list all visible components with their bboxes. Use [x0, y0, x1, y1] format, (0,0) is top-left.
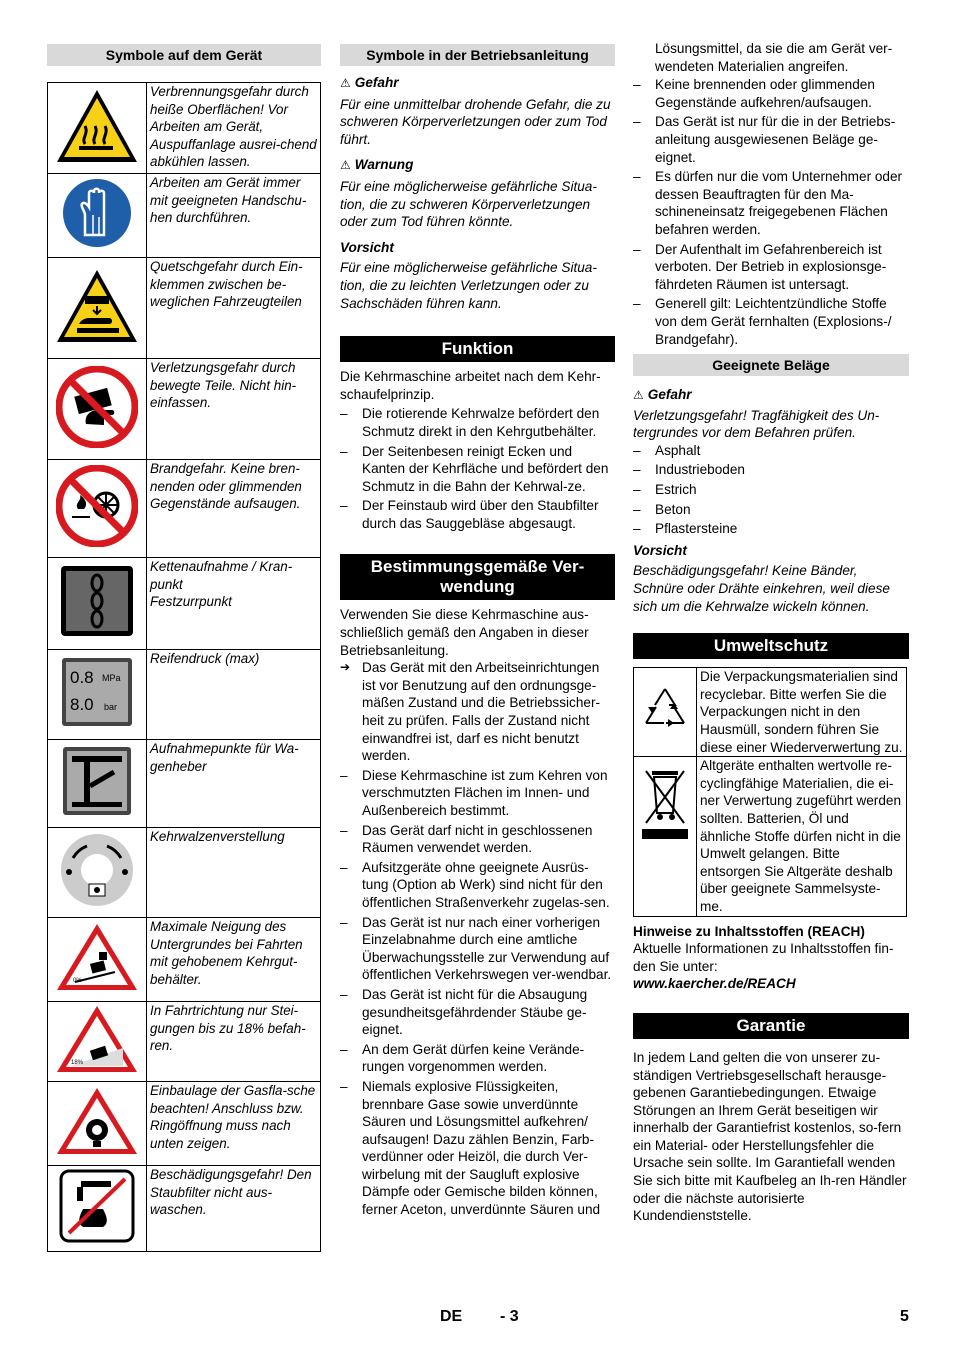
- intended-use-intro: Verwenden Sie diese Kehrmaschine aus-schließlich gemäß den Angaben in dieser Betriebsanleitung.: [340, 607, 589, 658]
- list-item: – Estrich: [633, 481, 909, 499]
- list-item: – Diese Kehrmaschine ist zum Kehren von verschmutzten Flächen im Innen- und Außenbereich bestimmt.: [340, 767, 615, 820]
- symbol-description: Kettenaufnahme / Kran-punkt Festzurrpunkt: [147, 558, 321, 650]
- table-row: [48, 740, 321, 828]
- pressure-bar-value: 8.0: [70, 695, 94, 715]
- symbol-description: Beschädigungsgefahr! Den Staubfilter nicht aus-waschen.: [147, 1166, 321, 1252]
- surfaces-list: [633, 442, 909, 538]
- list-item: – Generell gilt: Leichtentzündliche Stoffe von dem Gerät fernhalten (Explosions-/ Brandgefahr).: [633, 295, 909, 348]
- symbol-description: Quetschgefahr durch Ein-klemmen zwischen be-weglichen Fahrzeugteilen: [147, 258, 321, 359]
- intended-use-list-continued: [633, 76, 909, 348]
- list-item: – Pflastersteine: [633, 520, 909, 538]
- caution-heading: Vorsicht: [340, 239, 394, 255]
- table-row: [48, 828, 321, 918]
- symbol-description: Verletzungsgefahr durch bewegte Teile. Nicht hin-einfassen.: [147, 359, 321, 460]
- list-item: – Asphalt: [633, 442, 909, 460]
- incline-label: 0%: [73, 978, 82, 985]
- no-burning-objects-icon: [56, 465, 138, 547]
- max-incline-raised-hopper-icon: [55, 920, 139, 994]
- table-row: [48, 558, 321, 650]
- footer-page-number: 5: [900, 1308, 909, 1325]
- danger-heading: ⚠ Gefahr: [340, 75, 399, 90]
- footer-language: DE: [440, 1308, 463, 1325]
- table-row: [634, 668, 907, 757]
- danger-description: Für eine unmittelbar drohende Gefahr, die zu schweren Körperverletzungen oder zum Tod führt.: [340, 96, 611, 147]
- pressure-mpa-value: 0.8: [70, 668, 94, 688]
- footer-section-page: - 3: [500, 1308, 519, 1325]
- danger-heading: ⚠ Gefahr: [633, 387, 692, 403]
- section-subheading: Symbole in der Betriebsanleitung: [340, 44, 615, 66]
- symbol-description: Kehrwalzenverstellung: [147, 828, 321, 918]
- table-row: [48, 1166, 321, 1252]
- list-item: – Niemals explosive Flüssigkeiten, brennbare Gase sowie unverdünnte Säuren und Lösungsmittel aufkehren/ aufsaugen! Dazu zählen Benzin, Farb-verdünner oder Heizöl, die durch Ver-wirbelung mit der Saugluft explosive Dämpfe oder Gemische bilden können, ferner Aceton, unverdünnte Säuren und: [340, 1078, 615, 1219]
- environment-description: Altgeräte enthalten wertvolle re-cyclingfähige Materialien, die ei-ner Verwertung zugeführt werden sollten. Batterien, Öl und ähnliche Stoffe dürfen nicht in die Umwelt gelangen. Bitte entsorgen Sie Altgeräte deshalb über geeignete Sammelsyste-me.: [697, 757, 907, 916]
- incline-label: 18%: [71, 1060, 84, 1067]
- symbol-description: Brandgefahr. Keine bren-nenden oder glimmenden Gegenstände aufsaugen.: [147, 460, 321, 558]
- environment-description: Die Verpackungsmaterialien sind recyclebar. Bitte werfen Sie die Verpackungen nicht in den Hausmüll, sondern führen Sie diese einer Wiederverwertung zu.: [697, 668, 907, 757]
- chain-tie-down-icon: [60, 565, 134, 637]
- operating-manual-column: [340, 44, 615, 1219]
- reach-text: Aktuelle Informationen zu Inhaltsstoffen fin-den Sie unter:: [633, 941, 894, 974]
- table-row: [48, 460, 321, 558]
- funktion-heading: Funktion: [340, 336, 615, 362]
- continued-text: Lösungsmittel, da sie die am Gerät ver-wendeten Materialien angreifen.: [655, 41, 893, 74]
- warranty-text: In jedem Land gelten die von unserer zu-ständigen Vertriebsgesellschaft herausge-gebenen Garantiebedingungen. Etwaige Störungen an Ihrem Gerät beseitigen wir innerhalb der Garantiefrist kostenlos, so-fern ein Material- oder Herstellungsfehler die Ursache sein sollte. Im Garantiefall wenden Sie sich bitte mit Kaufbeleg an Ih-ren Händler oder die nächste autorisierte Kundendienststelle.: [633, 1049, 907, 1224]
- symbol-description: Einbaulage der Gasfla-sche beachten! Anschluss bzw. Ringöffnung muss nach unten zeigen.: [147, 1082, 321, 1166]
- danger-description: Verletzungsgefahr! Tragfähigkeit des Un-tergrundes vor dem Befahren prüfen.: [633, 407, 880, 441]
- environment-table: [633, 667, 907, 916]
- symbol-description: Reifendruck (max): [147, 650, 321, 740]
- reach-link[interactable]: www.kaercher.de/REACH: [633, 976, 796, 992]
- symbol-description: Aufnahmepunkte für Wa-genheber: [147, 740, 321, 828]
- no-washing-filter-icon: [59, 1169, 135, 1243]
- symbol-description: In Fahrtrichtung nur Stei-gungen bis zu 18% befah-ren.: [147, 1002, 321, 1082]
- table-row: [48, 174, 321, 258]
- table-row: [48, 1002, 321, 1082]
- symbol-description: Maximale Neigung des Untergrundes bei Fahrten mit gehobenem Kehrgut-behälter.: [147, 918, 321, 1002]
- list-item: – Es dürfen nur die vom Unternehmer oder dessen Beauftragten für den Ma-schineneinsatz freigegebenen Flächen befahren werden.: [633, 168, 909, 238]
- funktion-intro: Die Kehrmaschine arbeitet nach dem Kehr-schaufelprinzip.: [340, 369, 601, 402]
- table-row: [48, 918, 321, 1002]
- warning-description: Für eine möglicherweise gefährliche Situa-tion, die zu schweren Körperverletzungen oder zum Tod führen könnte.: [340, 178, 597, 230]
- no-reaching-in-icon: [56, 366, 138, 448]
- recycling-icon: [638, 683, 692, 737]
- list-item: – Das Gerät ist nicht für die Absaugung gesundheitsgefährdender Stäube ge-eignet.: [340, 986, 615, 1039]
- right-column: [633, 40, 909, 1225]
- tire-pressure-icon: [62, 658, 132, 726]
- list-item: – Aufsitzgeräte ohne geeignete Ausrüs-tung (Option ab Werk) sind nicht für den öffentlichen Straßenverkehr zugelas-sen.: [340, 859, 615, 912]
- funktion-list: [340, 405, 615, 532]
- warranty-heading: Garantie: [633, 1013, 909, 1039]
- list-item: – Der Aufenthalt im Gefahrenbereich ist verboten. Der Betrieb in explosionsge-fährdeten Räumen ist untersagt.: [633, 241, 909, 294]
- list-item: – Beton: [633, 501, 909, 519]
- table-row: [48, 359, 321, 460]
- list-item: – Das Gerät ist nur nach einer vorherigen Einzelabnahme durch eine amtliche Überwachungsstelle zur Verwendung auf öffentlichen Verkehrswegen ver-wendbar.: [340, 914, 615, 984]
- wear-gloves-icon: [61, 177, 133, 249]
- warning-triangle-icon: ⚠: [633, 388, 644, 403]
- list-item: – Die rotierende Kehrwalze befördert den Schmutz direkt in den Kehrgutbehälter.: [340, 405, 615, 440]
- list-item: – An dem Gerät dürfen keine Verände-rungen vorgenommen werden.: [340, 1041, 615, 1076]
- symbol-description: Verbrennungsgefahr durch heiße Oberflächen! Vor Arbeiten am Gerät, Auspuffanlage ausrei-chend abkühlen lassen.: [147, 83, 321, 174]
- list-item: – Das Gerät ist nur für die in der Betriebs-anleitung ausgewiesenen Beläge ge-eignet.: [633, 113, 909, 166]
- section-subheading: Symbole auf dem Gerät: [47, 44, 321, 66]
- intended-use-list: [340, 659, 615, 1218]
- warning-triangle-icon: ⚠: [340, 76, 351, 90]
- list-item: – Industrieboden: [633, 461, 909, 479]
- caution-heading: Vorsicht: [633, 542, 687, 558]
- pressure-mpa-unit: MPa: [102, 673, 121, 684]
- table-row: [48, 83, 321, 174]
- warning-heading: ⚠ Warnung: [340, 157, 414, 173]
- gas-bottle-installation-icon: [55, 1084, 139, 1158]
- caution-description: Beschädigungsgefahr! Keine Bänder, Schnüre oder Drähte einkehren, weil diese sich um die Kehrwalze wickeln können.: [633, 563, 890, 614]
- pressure-bar-unit: bar: [104, 702, 118, 713]
- intended-use-heading: Bestimmungsgemäße Ver-wendung: [340, 554, 615, 600]
- crush-hazard-warning-icon: [55, 266, 139, 346]
- reach-title: Hinweise zu Inhaltsstoffen (REACH): [633, 923, 865, 939]
- table-row: [48, 1082, 321, 1166]
- list-item: – Das Gerät darf nicht in geschlossenen Räumen verwendet werden.: [340, 822, 615, 857]
- max-incline-18-icon: [55, 1002, 139, 1076]
- list-item: – Der Seitenbesen reinigt Ecken und Kanten der Kehrfläche und befördert den Schmutz in die Bahn der Kehrwal-ze.: [340, 443, 615, 496]
- table-row: [634, 757, 907, 916]
- warning-triangle-icon: ⚠: [340, 158, 351, 173]
- roller-adjustment-icon: [59, 832, 135, 908]
- symbols-column: [47, 44, 321, 1252]
- hot-surface-warning-icon: [55, 86, 139, 166]
- symbol-description: Arbeiten am Gerät immer mit geeigneten Handschu-hen durchführen.: [147, 174, 321, 258]
- jack-point-icon: [62, 746, 132, 816]
- list-item: – Der Feinstaub wird über den Staubfilter durch das Sauggebläse abgesaugt.: [340, 497, 615, 532]
- list-item: – Keine brennenden oder glimmenden Gegenstände aufkehren/aufsaugen.: [633, 76, 909, 111]
- symbols-table: [47, 82, 321, 1252]
- list-item: ➔ Das Gerät mit den Arbeitseinrichtungen ist vor Benutzung auf den ordnungsge-mäßen Zustand und die Betriebssicher-heit zu prüfen. Falls der Zustand nicht einwandfrei ist, darf es nicht benutzt werden.: [340, 659, 615, 765]
- environment-heading: Umweltschutz: [633, 633, 909, 659]
- crossed-bin-icon: [638, 763, 692, 843]
- table-row: [48, 650, 321, 740]
- caution-description: Für eine möglicherweise gefährliche Situa-tion, die zu leichten Verletzungen oder zu Sachschäden führen kann.: [340, 260, 597, 311]
- section-subheading: Geeignete Beläge: [633, 354, 909, 376]
- table-row: [48, 258, 321, 359]
